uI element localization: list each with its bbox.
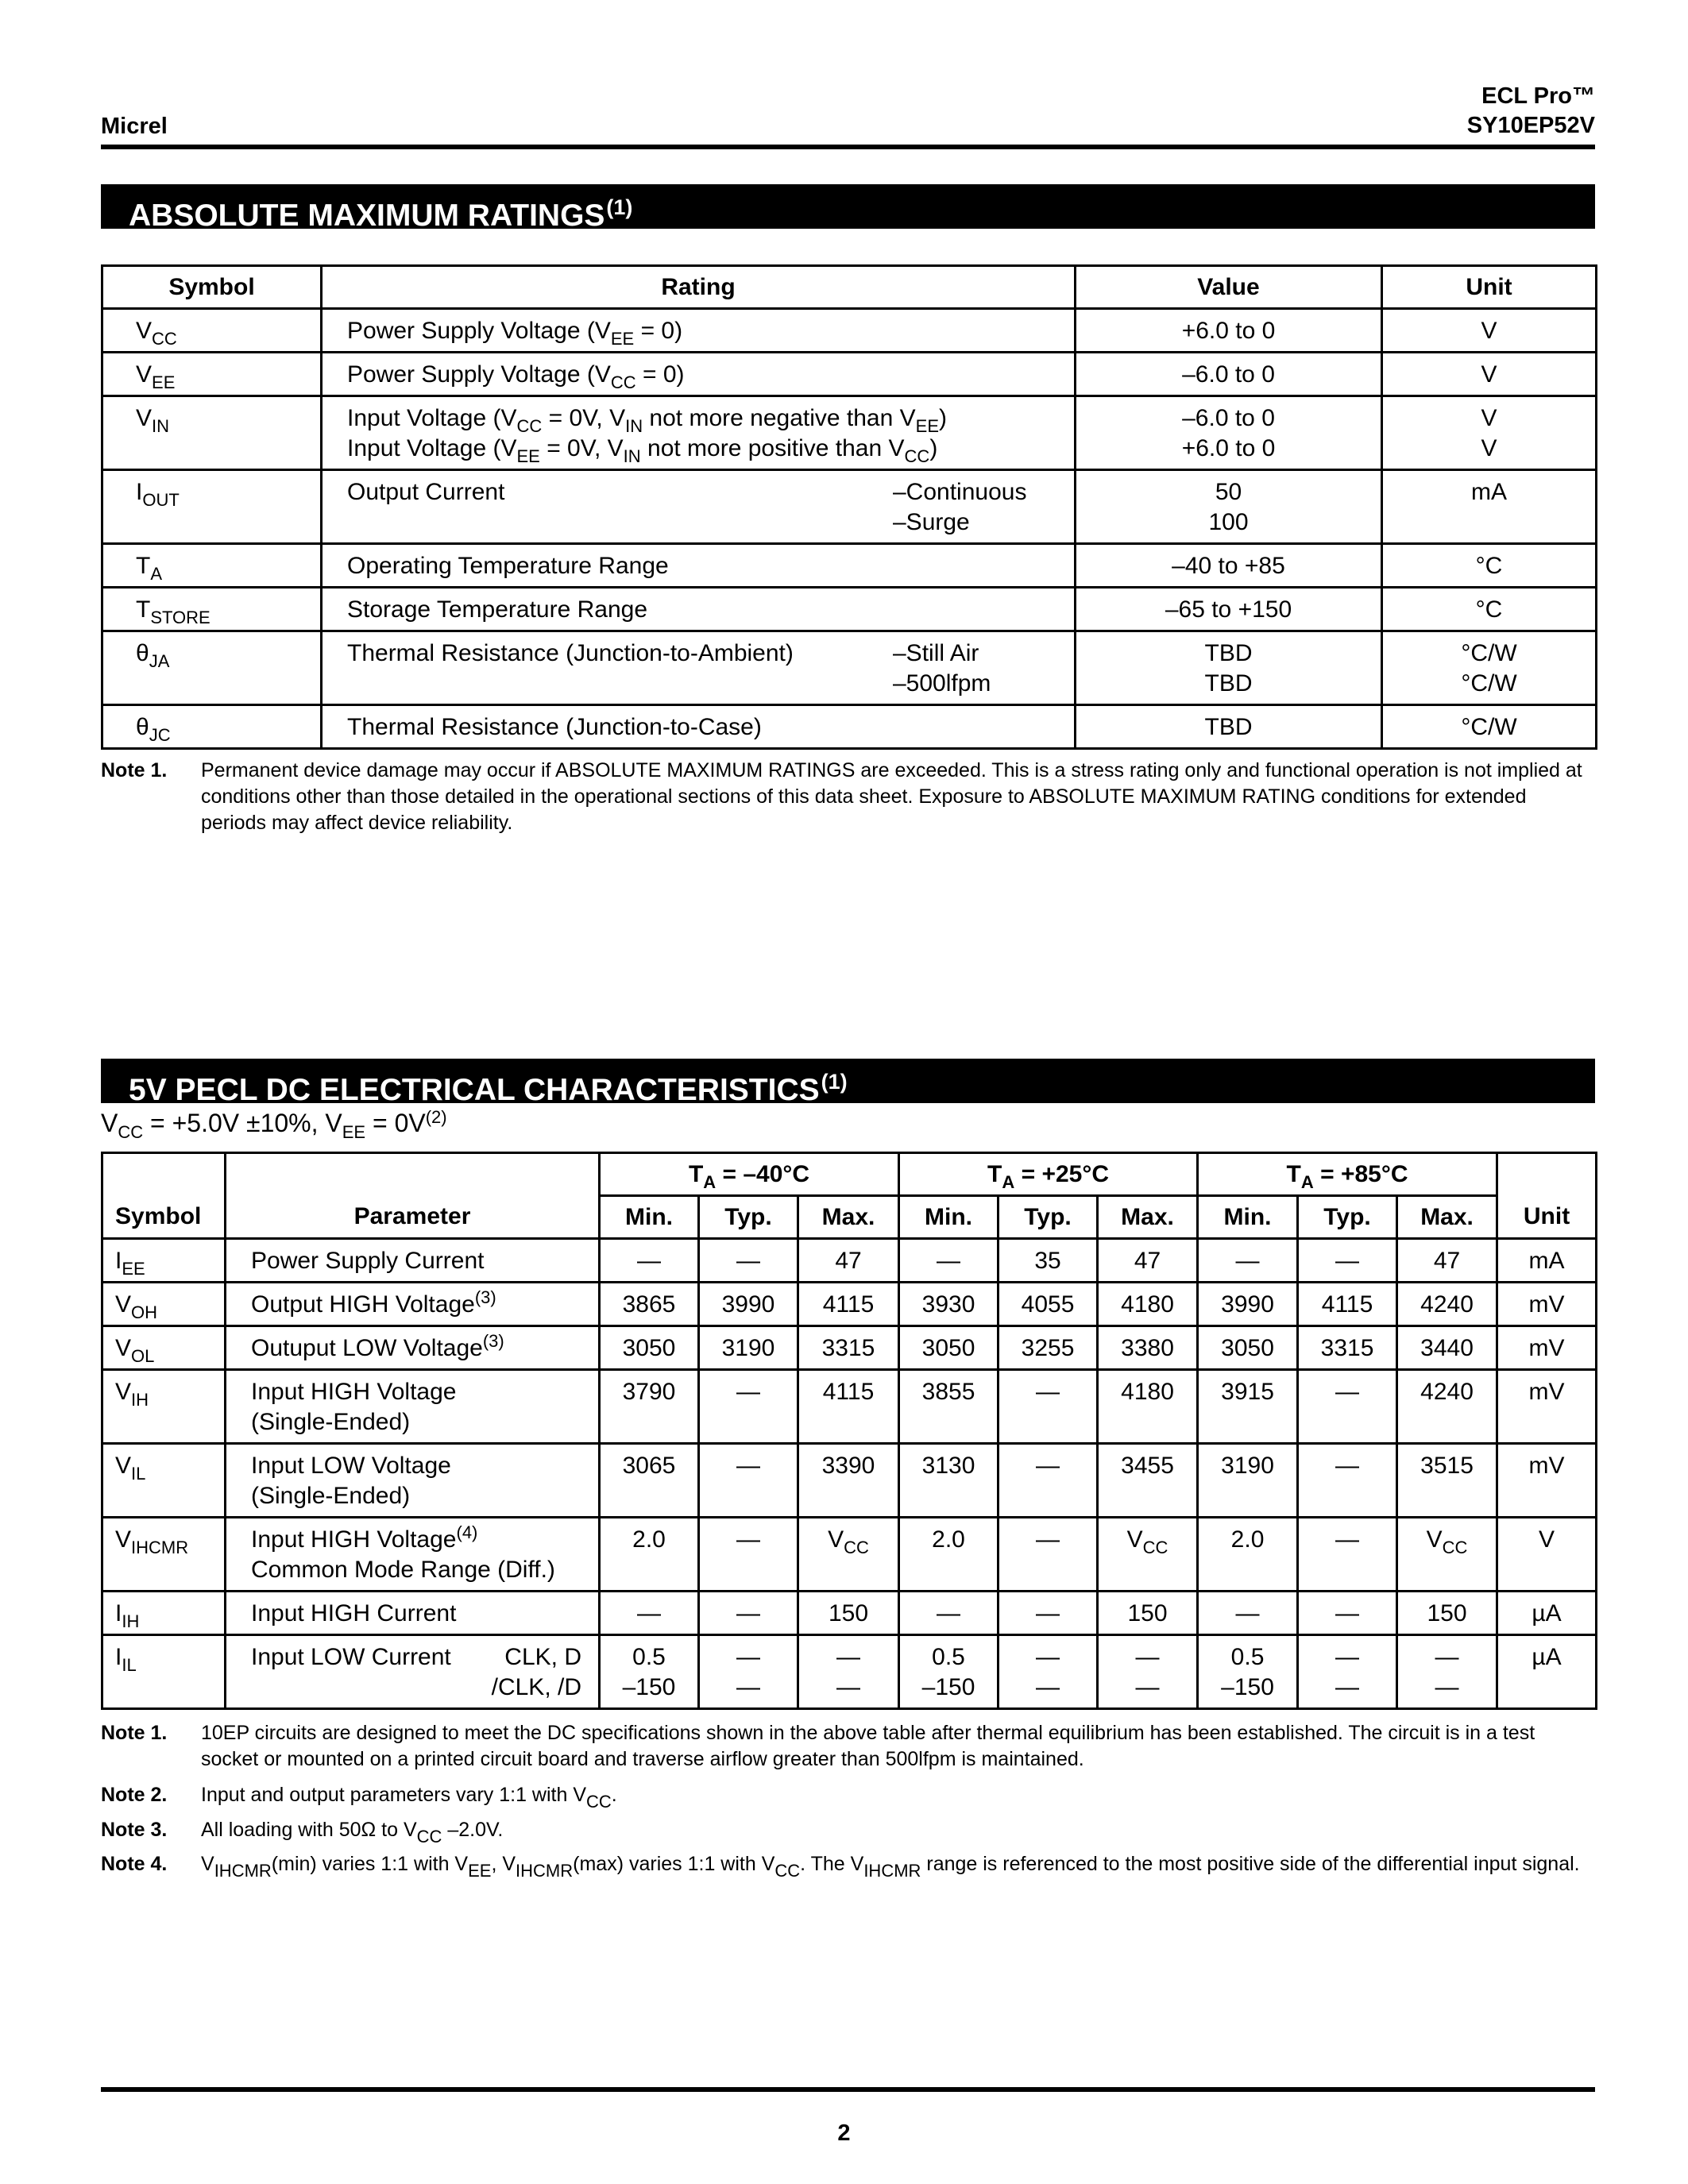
table-row [102,1635,1597,1709]
rating-cell: Output Current –Continuous –Surge [322,470,1076,544]
value-cell: 150 [1397,1592,1497,1635]
unit-cell: mV [1497,1283,1597,1326]
unit-cell: V [1382,353,1597,396]
unit-cell: V V [1382,396,1597,470]
header-rule [101,145,1595,149]
abs-max-table [101,264,1597,750]
dc-banner [101,1059,1595,1107]
value-cell: — — [1098,1635,1198,1709]
value-cell: 4115 [1298,1283,1397,1326]
value-cell: — — [999,1635,1098,1709]
value-cell: 3130 [899,1444,999,1518]
rating-cell: Operating Temperature Range [322,544,1076,588]
symbol-cell: $I_{IH}$ [102,1592,226,1635]
table-row [102,1283,1597,1326]
value-cell: TBD [1076,705,1382,749]
symbol-cell: $V_{IL}$ [102,1444,226,1518]
dc-header-row [102,1196,1597,1239]
symbol-cell: $T_A$ [102,544,322,588]
value-cell: — [1298,1370,1397,1444]
value-cell: — [999,1518,1098,1592]
table-row [102,1370,1597,1444]
value-cell: — [1298,1592,1397,1635]
value-cell: — [699,1592,798,1635]
value-cell: 3790 [600,1370,699,1444]
value-cell: 3190 [699,1326,798,1370]
page-number: 2 [837,2120,851,2146]
col-symbol: Symbol [102,1196,226,1239]
col-min: Min. [600,1196,699,1239]
value-cell: $V_{CC}$ [1098,1518,1198,1592]
rating-cell: Power Supply Voltage $(V_{CC} = 0)$ [322,353,1076,396]
temp-header-plus85: $T_A = +85^\circ C$ [1198,1153,1497,1196]
value-cell: 3440 [1397,1326,1497,1370]
col-typ: Typ. [1298,1196,1397,1239]
value-cell: TBD TBD [1076,631,1382,705]
col-symbol: Symbol [102,266,322,309]
unit-cell: V [1497,1518,1597,1592]
parameter-cell: Output HIGH Voltage$^{(3)}$ [226,1283,600,1326]
value-cell: — [899,1239,999,1283]
table-row [102,1518,1597,1592]
value-cell: 0.5 –150 [899,1635,999,1709]
dc-note-3 [101,1817,1594,1846]
symbol-cell: $V_{IN}$ [102,396,322,470]
rating-cell: Power Supply Voltage $(V_{EE} = 0)$ [322,309,1076,353]
value-cell: 3865 [600,1283,699,1326]
abs-max-banner [101,184,1595,233]
rating-cell: Storage Temperature Range [322,588,1076,631]
note-text: Permanent device damage may occur if ABSOLUTE MAXIMUM RATINGS are exceeded. This is a stress rating only and functional operation is not implied at conditions other than those detailed in the operational sections of this data sheet. Exposure to ABSOLUTE MAXIMUM RATING conditions for extended periods may affect device reliability. [201,759,1582,834]
value-cell: 3050 [600,1326,699,1370]
note-label: Note 3. [101,1819,168,1841]
col-unit: Unit [1497,1196,1597,1239]
unit-cell: °C/W [1382,705,1597,749]
company-name: Micrel [101,114,168,139]
note-label: Note 4. [101,1853,168,1875]
col-typ: Typ. [999,1196,1098,1239]
note-text: 10EP circuits are designed to meet the DC specifications shown in the above table after thermal equilibrium has been established. The circuit is in a test socket or mounted on a printed circuit board and traverse airflow greater than 500lfpm is maintained. [201,1722,1535,1770]
value-cell: 4115 [798,1370,899,1444]
temp-header-plus25: $T_A = +25^\circ C$ [899,1153,1198,1196]
unit-cell: µA [1497,1635,1597,1709]
value-cell: 4240 [1397,1283,1497,1326]
parameter-cell: Input LOW Voltage (Single-Ended) [226,1444,600,1518]
parameter-cell: Power Supply Current [226,1239,600,1283]
value-cell: — [1298,1518,1397,1592]
rating-cell: Thermal Resistance (Junction-to-Case) [322,705,1076,749]
value-cell: 4055 [999,1283,1098,1326]
value-cell: — [1198,1239,1298,1283]
value-cell: 3390 [798,1444,899,1518]
value-cell: 150 [798,1592,899,1635]
symbol-cell: $V_{OL}$ [102,1326,226,1370]
value-cell: — [899,1592,999,1635]
symbol-cell: $T_{STORE}$ [102,588,322,631]
note-label: Note 1. [101,759,168,781]
table-row [102,470,1597,544]
value-cell: –6.0 to 0 [1076,353,1382,396]
col-typ: Typ. [699,1196,798,1239]
table-row [102,353,1597,396]
unit-cell: V [1382,309,1597,353]
value-cell: $V_{CC}$ [798,1518,899,1592]
col-rating: Rating [322,266,1076,309]
table-row [102,396,1597,470]
dc-table [101,1152,1597,1710]
value-cell: — — [1397,1635,1497,1709]
part-number: SY10EP52V [1466,113,1595,138]
value-cell: 2.0 [899,1518,999,1592]
value-cell: 3190 [1198,1444,1298,1518]
value-cell: — [1298,1239,1397,1283]
symbol-cell: $V_{IHCMR}$ [102,1518,226,1592]
unit-cell: °C [1382,544,1597,588]
parameter-cell: Input HIGH Voltage (Single-Ended) [226,1370,600,1444]
col-min: Min. [899,1196,999,1239]
value-cell: 3050 [1198,1326,1298,1370]
unit-cell: mA [1382,470,1597,544]
note-text: All loading with 50Ω to $V_{CC}$ –2.0V. [201,1819,504,1846]
temp-header-row [102,1153,1597,1196]
unit-cell: µA [1497,1592,1597,1635]
table-row [102,1239,1597,1283]
value-cell: +6.0 to 0 [1076,309,1382,353]
abs-max-title: ABSOLUTE MAXIMUM RATINGS [129,199,605,233]
unit-cell: mV [1497,1326,1597,1370]
unit-cell: °C [1382,588,1597,631]
value-cell: 3990 [1198,1283,1298,1326]
value-cell: $V_{CC}$ [1397,1518,1497,1592]
value-cell: 3315 [798,1326,899,1370]
temp-header-minus40: $T_A = -40^\circ C$ [600,1153,899,1196]
value-cell: — [699,1370,798,1444]
note-label: Note 2. [101,1784,168,1806]
value-cell: — — [1298,1635,1397,1709]
value-cell: 47 [1098,1239,1198,1283]
dc-note-1 [101,1720,1594,1773]
symbol-cell: $I_{IL}$ [102,1635,226,1709]
value-cell: — [699,1239,798,1283]
abs-max-title-note: (1) [606,195,633,219]
parameter-cell: Outuput LOW Voltage$^{(3)}$ [226,1326,600,1370]
col-unit: Unit [1382,266,1597,309]
value-cell: 47 [798,1239,899,1283]
dc-title-note: (1) [821,1070,848,1094]
value-cell: 3855 [899,1370,999,1444]
value-cell: — [600,1239,699,1283]
symbol-cell: $I_{EE}$ [102,1239,226,1283]
value-cell: 3455 [1098,1444,1198,1518]
col-max: Max. [1098,1196,1198,1239]
rating-cell: Thermal Resistance (Junction-to-Ambient) –Still Air –500lfpm [322,631,1076,705]
value-cell: 50 100 [1076,470,1382,544]
dc-title: 5V PECL DC ELECTRICAL CHARACTERISTICS [129,1073,820,1107]
value-cell: 3065 [600,1444,699,1518]
symbol-cell: $\theta_{JC}$ [102,705,322,749]
value-cell: 35 [999,1239,1098,1283]
value-cell: — — [798,1635,899,1709]
col-max: Max. [1397,1196,1497,1239]
table-row [102,588,1597,631]
dc-conditions: $V_{CC} = +5.0V \pm 10\%$, $V_{EE} = 0V^{(2)}$ [101,1107,447,1142]
value-cell: –6.0 to 0 +6.0 to 0 [1076,396,1382,470]
table-row [102,544,1597,588]
value-cell: 3050 [899,1326,999,1370]
footer-rule [101,2087,1595,2092]
value-cell: 4180 [1098,1370,1198,1444]
header-right [1467,82,1595,141]
table-row [102,1592,1597,1635]
value-cell: 3380 [1098,1326,1198,1370]
value-cell: 3990 [699,1283,798,1326]
value-cell: –65 to +150 [1076,588,1382,631]
symbol-cell: $V_{EE}$ [102,353,322,396]
value-cell: — [999,1370,1098,1444]
value-cell: 0.5 –150 [1198,1635,1298,1709]
unit-cell: mV [1497,1444,1597,1518]
col-value: Value [1076,266,1382,309]
value-cell: — [999,1592,1098,1635]
col-min: Min. [1198,1196,1298,1239]
table-row [102,309,1597,353]
value-cell: 3255 [999,1326,1098,1370]
value-cell: 3315 [1298,1326,1397,1370]
table-row [102,705,1597,749]
value-cell: 3930 [899,1283,999,1326]
value-cell: — [600,1592,699,1635]
value-cell: 0.5 –150 [600,1635,699,1709]
value-cell: 2.0 [600,1518,699,1592]
value-cell: — [699,1444,798,1518]
parameter-cell: Input HIGH Voltage$^{(4)}$ Common Mode Range (Diff.) [226,1518,600,1592]
value-cell: — [999,1444,1098,1518]
abs-max-note-1 [101,758,1594,836]
symbol-cell: $I_{OUT}$ [102,470,322,544]
table-row [102,631,1597,705]
value-cell: –40 to +85 [1076,544,1382,588]
value-cell: 2.0 [1198,1518,1298,1592]
unit-cell: mV [1497,1370,1597,1444]
rating-cell: Input Voltage ($V_{CC} = 0V$, $V_{IN}$ not more negative than $V_{EE}$) Input Voltage ($V_{EE} = 0V$, $V_{IN}$ not more positive than $V_{CC}$) [322,396,1076,470]
table-row [102,1444,1597,1518]
value-cell: 47 [1397,1239,1497,1283]
value-cell: 3915 [1198,1370,1298,1444]
dc-note-4 [101,1851,1594,1881]
parameter-cell: Input HIGH Current [226,1592,600,1635]
table-row [102,1326,1597,1370]
value-cell: 3515 [1397,1444,1497,1518]
parameter-cell: Input LOW Current CLK, D /CLK, /D [226,1635,600,1709]
note-text: $V_{IHCMR}(\min)$ varies 1:1 with $V_{EE}$, $V_{IHCMR}(\max)$ varies 1:1 with $V_{CC}$. The $V_{IHCMR}$ range is referenced to the most positive side of the differential input signal. [201,1853,1580,1881]
value-cell: — [699,1518,798,1592]
unit-cell: °C/W °C/W [1382,631,1597,705]
value-cell: 150 [1098,1592,1198,1635]
value-cell: — [1198,1592,1298,1635]
abs-max-header-row [102,266,1597,309]
dc-note-2 [101,1782,1594,1812]
note-label: Note 1. [101,1722,168,1744]
symbol-cell: $V_{IH}$ [102,1370,226,1444]
col-parameter: Parameter [226,1196,600,1239]
col-max: Max. [798,1196,899,1239]
symbol-cell: $V_{CC}$ [102,309,322,353]
value-cell: 4115 [798,1283,899,1326]
unit-cell: mA [1497,1239,1597,1283]
value-cell: 4180 [1098,1283,1198,1326]
value-cell: — — [699,1635,798,1709]
symbol-cell: $V_{OH}$ [102,1283,226,1326]
symbol-cell: $\theta_{JA}$ [102,631,322,705]
value-cell: 4240 [1397,1370,1497,1444]
note-text: Input and output parameters vary 1:1 with $V_{CC}$. [201,1784,617,1812]
product-line: ECL Pro™ [1481,83,1595,109]
value-cell: — [1298,1444,1397,1518]
